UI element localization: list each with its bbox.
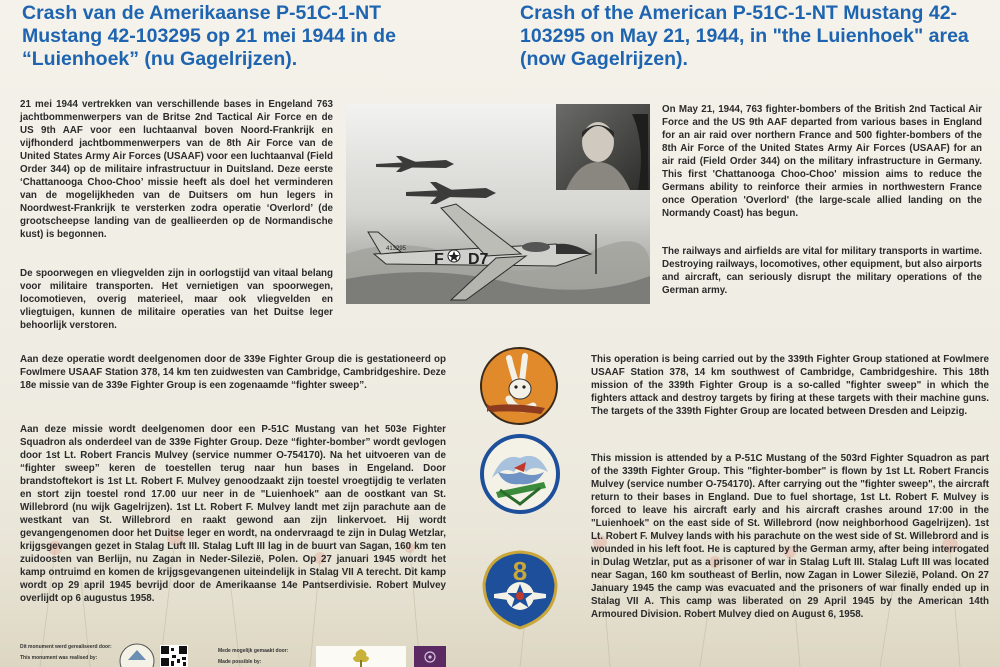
dutch-paragraph-4: Aan deze missie wordt deelgenomen door een P-51C Mustang van het 503e Fighter Squadron als onderdeel van de 339e Fighter Group. Deze “fighter-bomber” wordt gevlogen door 1st Lt. Robert Francis Mulvey (service nummer O-754170). Na het uitvoeren van de “fighter sweep” keren de toestellen terug naar hun bases in Engeland. Door brandstoftekort is 1st Lt. Robert F. Mulvey genoodzaakt zijn toestel vroegtijdig te verlaten en stort zijn toestel rond 17.00 uur neer in de "Luienhoek" aan de oostkant van St. Willebrord (nu wijk Gagelrijzen). 1st Lt. Robert F. Mulvey landt met zijn parachute aan de westkant van St. Willebrord en raakt gewond aan zijn linkervoet. Hij wordt gevangengenomen door het Duitse leger en wordt, na ondervraagd te zijn in Dulag Wetzlar, krijgsgevangen gezet in Stalag Luft III. Stalag Luft III lag in de buurt van Sagan, 160 km ten zuidoosten van Berlijn, nu Zagan in Neder-Silezië, Polen. Op 27 januari 1945 wordt het kamp ontruimd en komen de krijgsgevangenen uiteindelijk in Stalag VII A terecht. Dit kamp wordt op 29 april 1945 bevrijd door de Amerikaanse 14e Pantserdivisie. Robert Mulvey overlijdt op 6 augustus 1958. <box>20 424 446 604</box>
eighth-air-force-insignia-icon <box>480 548 560 632</box>
qr-code-icon[interactable] <box>160 645 188 667</box>
english-paragraph-4: This mission is attended by a P-51C Mustang of the 503rd Fighter Squadron as part of the 339th Fighter Group. This "fighter-bomber" is flown by 1st Lt. Robert Francis Mulvey (service number O-754170). After carrying out the "fighter sweep", the aircraft return to their bases in England. Due to fuel shortage, 1st Lt. Robert F. Mulvey is forced to leave his aircraft early and his aircraft crashes around 17:00 in the "Luienhoek" on the east side of St. Willebrord (now neighborhood Gagelrijzen). 1st Lt. Robert F. Mulvey lands with his parachute on the west side of St. Willebrord and is wounded in his left foot. He is captured by the German army, after being interrogated in Dulag Wetzlar, put as a prisoner of war in Stalag Luft III. Stalag Luft III was located near Sagan, 160 km southeast of Berlin, now Zagan in Lower Silezië, Poland. On 27 January 1945 the camp was evacuated and the prisoners of war finally ended up in Stalag VII A. This camp was liberated on 29 April 1945 by the American 14th Armoured Division. Robert Mulvey died on August 6, 1958. <box>591 453 989 620</box>
footer-label-dutch: Dit monument werd gerealiseerd door: <box>20 644 112 650</box>
plane-code-left: F <box>434 251 444 268</box>
sponsor-logo-purple <box>414 646 446 667</box>
title-dutch: Crash van de Amerikaanse P-51C-1-NT Mustang 42-103295 op 21 mei 1944 in de “Luienhoek” (nu Gagelrijzen). <box>22 2 396 70</box>
sponsor-logo-emblem <box>118 642 156 667</box>
plane-code-right: D7 <box>468 251 489 268</box>
english-paragraph-3: This operation is being carried out by the 339th Fighter Group stationed at Fowlmere USAAF Station 378, 14 km southwest of Cambridge, Cambridgeshire. This 18th mission of the 339th Fighter Group is a so-called "fighter sweep" in which the fighters attack and destroy targets by firing at these targets with their machine guns. The targets of the 339th Fighter Group are located between Dresden and Leipzig. <box>591 354 989 417</box>
title-english: Crash of the American P-51C-1-NT Mustang 42-103295 on May 21, 1944, in "the Luienhoek" area (now Gagelrijzen). <box>520 2 969 70</box>
english-paragraph-2: The railways and airfields are vital for military transports in wartime. Destroying railways, locomotives, other equipment, but also airports and aircraft, can seriously disrupt the military operations of the German army. <box>662 246 982 296</box>
mustang-formation-photo <box>346 104 650 304</box>
sponsor-logo-tree <box>316 646 406 667</box>
footer-label-english-2: Made possible by: <box>218 659 262 665</box>
footer-label-english: This monument was realised by: <box>20 655 98 661</box>
svg-text:8: 8 <box>512 556 528 586</box>
pilot-portrait <box>556 104 650 190</box>
dutch-paragraph-2: De spoorwegen en vliegvelden zijn in oorlogstijd van vitaal belang voor militaire transporten. Het vernietigen van spoorwegen, locomotieven, overig materieel, maar ook vliegvelden en vliegtuigen, kunnen de militaire operaties van het Duitse leger behoorlijk verstoren. <box>20 268 333 331</box>
tail-number: 413295 <box>386 246 407 252</box>
footer-label-dutch-2: Mede mogelijk gemaakt door: <box>218 648 289 654</box>
squadron-badge-rabbit-icon <box>479 344 559 428</box>
dutch-paragraph-1: 21 mei 1944 vertrekken van verschillende bases in Engeland 763 jachtbommenwerpers van de Britse 2nd Tactical Air Force en de US 9th AAF voor een luchtaanval boven Noord-Frankrijk en vijfhonderd jachtbommenwerpers van de 8th Air Force van de United States Army Air Forces (USAAF) voor een luchtaanval (Field Order 344) op de militaire infrastructuur in Duitsland. Deze eerste ‘Chattanooga Choo-Choo’ missie heeft als doel het verminderen van de mogelijkheden van de Duitsers om hun legers in Noordwest-Frankrijk te versterken zodra operatie ‘Overlord’ (de grootscheepse landing van de geallieerden op de Normandische kust) is begonnen. <box>20 99 333 240</box>
dutch-paragraph-3: Aan deze operatie wordt deelgenomen door de 339e Fighter Group die is gestationeerd op Fowlmere USAAF Station 378, 14 km ten zuidwesten van Cambridge, Cambridgeshire. Deze 18e missie van de 339e Fighter Group is een zogenaamde “fighter sweep”. <box>20 354 446 391</box>
squadron-badge-eagle-icon <box>480 432 560 516</box>
english-paragraph-1: On May 21, 1944, 763 fighter-bombers of the British 2nd Tactical Air Force and the US 9th AAF departed from various bases in England for an air raid over northern France and 500 fighter-bombers of the 8th Air Force of the United States Army Air Forces (USAAF) for an air raid (Field Order 344) on the military infrastructure in Germany. This first 'Chattanooga Choo-Choo' mission aims to reduce the Germans ability to reinforce their armies in northwestern France once Operation 'Overlord' (the large-scale allied landing on the Normandy Coast) has begun. <box>662 104 982 219</box>
